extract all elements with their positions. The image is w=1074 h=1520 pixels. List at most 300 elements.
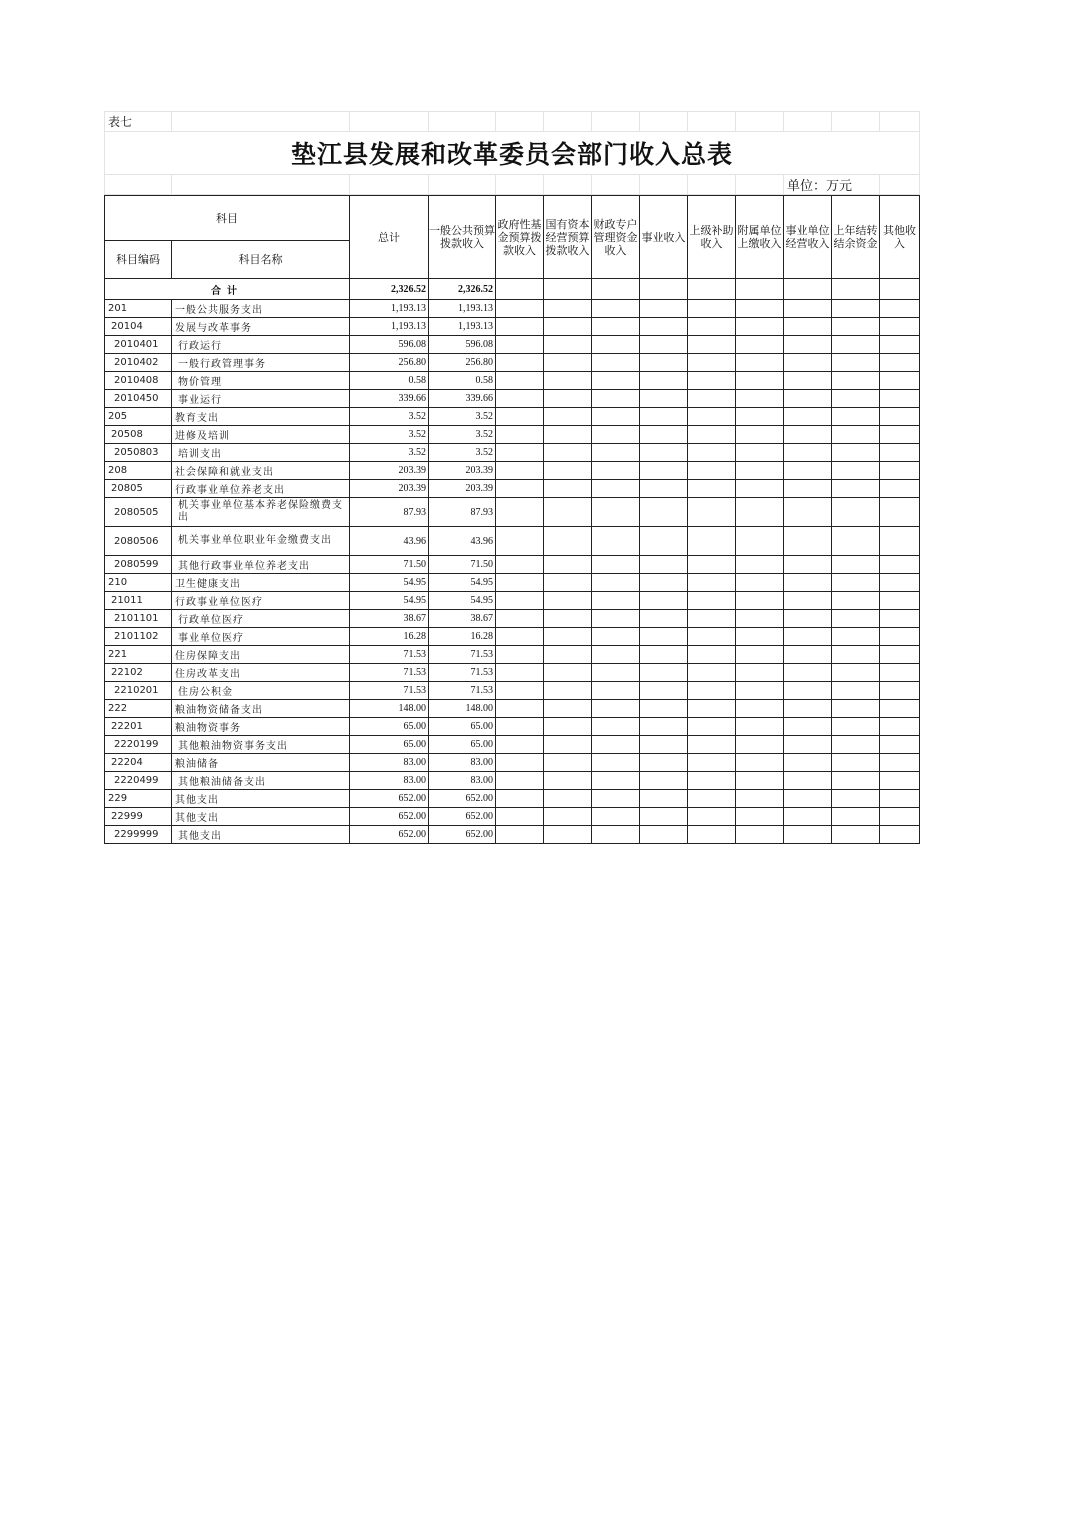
empty-cell xyxy=(592,498,640,527)
total-amount: 71.53 xyxy=(350,646,429,664)
empty-cell xyxy=(736,700,784,718)
table-row xyxy=(105,336,920,354)
empty-cell xyxy=(832,826,880,844)
empty-cell xyxy=(880,664,920,682)
subject-name: 粮油物资储备支出 xyxy=(172,700,350,718)
empty-cell xyxy=(784,808,832,826)
table-row xyxy=(105,574,920,592)
empty-cell xyxy=(880,480,920,498)
empty-cell xyxy=(640,700,688,718)
total-amount: 65.00 xyxy=(350,718,429,736)
empty-cell xyxy=(736,592,784,610)
empty-cell xyxy=(496,700,544,718)
subject-name: 机关事业单位职业年金缴费支出 xyxy=(172,527,350,556)
total-label: 合计 xyxy=(105,279,350,300)
empty-cell xyxy=(736,736,784,754)
empty-cell xyxy=(592,527,640,556)
empty-cell xyxy=(784,736,832,754)
table-row xyxy=(105,426,920,444)
empty-cell xyxy=(832,300,880,318)
empty-cell xyxy=(640,772,688,790)
empty-cell xyxy=(832,808,880,826)
table-row xyxy=(105,718,920,736)
empty-cell xyxy=(544,527,592,556)
empty-cell xyxy=(544,736,592,754)
empty-cell xyxy=(784,462,832,480)
empty-cell xyxy=(544,480,592,498)
subject-name: 住房改革支出 xyxy=(172,664,350,682)
empty-cell xyxy=(688,336,736,354)
empty-cell xyxy=(784,646,832,664)
empty-cell xyxy=(496,754,544,772)
empty-cell xyxy=(880,408,920,426)
total-amount: 71.53 xyxy=(350,664,429,682)
empty-cell xyxy=(592,718,640,736)
subject-name: 进修及培训 xyxy=(172,426,350,444)
general-budget-amount: 16.28 xyxy=(429,628,496,646)
empty-cell xyxy=(736,556,784,574)
total-amount: 1,193.13 xyxy=(350,318,429,336)
empty-cell xyxy=(880,318,920,336)
empty-cell xyxy=(496,372,544,390)
subject-code: 2210201 xyxy=(105,682,172,700)
table-row xyxy=(105,628,920,646)
empty-cell xyxy=(592,462,640,480)
empty-cell xyxy=(544,408,592,426)
empty-cell xyxy=(592,480,640,498)
empty-cell xyxy=(736,826,784,844)
general-budget-amount: 203.39 xyxy=(429,462,496,480)
subject-name: 培训支出 xyxy=(172,444,350,462)
total-amount: 3.52 xyxy=(350,426,429,444)
empty-cell xyxy=(592,610,640,628)
empty-cell xyxy=(640,574,688,592)
empty-cell xyxy=(544,826,592,844)
empty-cell xyxy=(784,390,832,408)
empty-cell xyxy=(544,462,592,480)
table-row xyxy=(105,664,920,682)
total-amount: 54.95 xyxy=(350,592,429,610)
table-row xyxy=(105,300,920,318)
subject-name: 物价管理 xyxy=(172,372,350,390)
empty-cell xyxy=(736,646,784,664)
empty-cell xyxy=(736,610,784,628)
empty-cell xyxy=(736,354,784,372)
table-row xyxy=(105,592,920,610)
subject-code: 21011 xyxy=(105,592,172,610)
empty-cell xyxy=(736,372,784,390)
empty-cell xyxy=(688,444,736,462)
empty-cell xyxy=(736,408,784,426)
general-budget-amount: 83.00 xyxy=(429,754,496,772)
empty-cell xyxy=(544,498,592,527)
empty-cell xyxy=(784,527,832,556)
empty-cell xyxy=(880,390,920,408)
table-row xyxy=(105,790,920,808)
subject-code: 20104 xyxy=(105,318,172,336)
empty-cell xyxy=(688,808,736,826)
empty-cell xyxy=(496,826,544,844)
empty-cell xyxy=(496,574,544,592)
empty-cell xyxy=(640,462,688,480)
empty-cell xyxy=(784,300,832,318)
general-budget-amount: 1,193.13 xyxy=(429,318,496,336)
subject-code: 2220499 xyxy=(105,772,172,790)
empty-cell xyxy=(688,700,736,718)
empty-cell xyxy=(736,390,784,408)
subject-name: 行政运行 xyxy=(172,336,350,354)
empty-cell xyxy=(640,480,688,498)
subject-name: 其他支出 xyxy=(172,808,350,826)
empty-cell xyxy=(784,592,832,610)
subject-name: 机关事业单位基本养老保险缴费支出 xyxy=(172,498,350,527)
subject-name: 卫生健康支出 xyxy=(172,574,350,592)
empty-cell xyxy=(592,574,640,592)
table-row xyxy=(105,354,920,372)
subject-code: 22999 xyxy=(105,808,172,826)
empty-cell xyxy=(832,354,880,372)
empty-cell xyxy=(784,556,832,574)
empty-cell xyxy=(592,426,640,444)
subject-name: 行政单位医疗 xyxy=(172,610,350,628)
empty-cell xyxy=(736,682,784,700)
empty-cell xyxy=(784,790,832,808)
header-state-capital: 国有资本经营预算拨款收入 xyxy=(544,196,592,279)
empty-cell xyxy=(592,790,640,808)
table-row xyxy=(105,610,920,628)
subject-code: 20508 xyxy=(105,426,172,444)
empty-cell xyxy=(496,718,544,736)
header-superior: 上级补助收入 xyxy=(688,196,736,279)
total-amount: 1,193.13 xyxy=(350,300,429,318)
general-budget-amount: 3.52 xyxy=(429,444,496,462)
page-title: 垫江县发展和改革委员会部门收入总表 xyxy=(105,132,920,175)
total-amount: 43.96 xyxy=(350,527,429,556)
empty-cell xyxy=(832,390,880,408)
empty-cell xyxy=(688,426,736,444)
income-table xyxy=(104,195,920,844)
subject-code: 2080506 xyxy=(105,527,172,556)
empty-cell xyxy=(832,736,880,754)
subject-code: 221 xyxy=(105,646,172,664)
empty-cell xyxy=(736,790,784,808)
empty-cell xyxy=(784,372,832,390)
empty-cell xyxy=(496,592,544,610)
empty-cell xyxy=(544,628,592,646)
empty-cell xyxy=(640,664,688,682)
total-amount: 652.00 xyxy=(350,790,429,808)
empty-cell xyxy=(880,354,920,372)
empty-cell xyxy=(688,480,736,498)
empty-cell xyxy=(880,826,920,844)
empty-cell xyxy=(640,808,688,826)
empty-cell xyxy=(784,628,832,646)
empty-cell xyxy=(688,664,736,682)
empty-cell xyxy=(496,682,544,700)
subject-code: 22204 xyxy=(105,754,172,772)
subject-code: 2010402 xyxy=(105,354,172,372)
empty-cell xyxy=(688,628,736,646)
empty-cell xyxy=(592,646,640,664)
empty-cell xyxy=(688,826,736,844)
header-special: 财政专户管理资金收入 xyxy=(592,196,640,279)
empty-cell xyxy=(880,808,920,826)
empty-cell xyxy=(688,718,736,736)
empty-cell xyxy=(640,718,688,736)
subject-name: 事业运行 xyxy=(172,390,350,408)
empty-cell xyxy=(688,498,736,527)
empty-cell xyxy=(832,700,880,718)
general-budget-amount: 596.08 xyxy=(429,336,496,354)
general-budget-amount: 71.53 xyxy=(429,664,496,682)
empty-cell xyxy=(736,628,784,646)
empty-cell xyxy=(544,354,592,372)
general-budget-amount: 65.00 xyxy=(429,718,496,736)
empty-cell xyxy=(640,790,688,808)
total-amount: 83.00 xyxy=(350,754,429,772)
empty-cell xyxy=(688,736,736,754)
empty-cell xyxy=(496,426,544,444)
subject-code: 2220199 xyxy=(105,736,172,754)
empty-cell xyxy=(736,318,784,336)
empty-cell xyxy=(592,300,640,318)
empty-cell xyxy=(592,592,640,610)
subject-code: 208 xyxy=(105,462,172,480)
table-row xyxy=(105,498,920,527)
empty-cell xyxy=(544,372,592,390)
empty-cell xyxy=(592,808,640,826)
empty-cell xyxy=(592,700,640,718)
general-budget-amount: 3.52 xyxy=(429,426,496,444)
empty-cell xyxy=(736,527,784,556)
empty-cell xyxy=(544,390,592,408)
empty-cell xyxy=(880,610,920,628)
empty-cell xyxy=(496,556,544,574)
empty-cell xyxy=(496,772,544,790)
empty-cell xyxy=(880,772,920,790)
empty-cell xyxy=(640,646,688,664)
subject-code: 201 xyxy=(105,300,172,318)
table-row xyxy=(105,556,920,574)
general-budget-amount: 0.58 xyxy=(429,372,496,390)
empty-cell xyxy=(592,826,640,844)
empty-cell xyxy=(688,318,736,336)
empty-cell xyxy=(688,574,736,592)
total-amount: 54.95 xyxy=(350,574,429,592)
empty-cell xyxy=(880,444,920,462)
header-total: 总计 xyxy=(350,196,429,279)
header-name: 科目名称 xyxy=(172,241,350,279)
empty-cell xyxy=(640,408,688,426)
general-budget-amount: 83.00 xyxy=(429,772,496,790)
empty-cell xyxy=(496,462,544,480)
subject-name: 住房公积金 xyxy=(172,682,350,700)
empty-cell xyxy=(640,736,688,754)
total-total: 2,326.52 xyxy=(350,279,429,300)
header-other: 其他收入 xyxy=(880,196,920,279)
empty-cell xyxy=(544,444,592,462)
total-row xyxy=(105,279,920,300)
empty-cell xyxy=(784,574,832,592)
empty-cell xyxy=(544,700,592,718)
empty-cell xyxy=(592,372,640,390)
empty-cell xyxy=(688,610,736,628)
empty-cell xyxy=(832,444,880,462)
empty-cell xyxy=(496,527,544,556)
header-subject: 科目 xyxy=(105,196,350,241)
empty-cell xyxy=(592,772,640,790)
table-row xyxy=(105,390,920,408)
sheet-header-grid xyxy=(104,111,920,195)
total-amount: 65.00 xyxy=(350,736,429,754)
income-summary-sheet xyxy=(104,111,919,844)
empty-cell xyxy=(880,628,920,646)
subject-code: 2010401 xyxy=(105,336,172,354)
empty-cell xyxy=(544,318,592,336)
empty-cell xyxy=(784,610,832,628)
general-budget-amount: 87.93 xyxy=(429,498,496,527)
empty-cell xyxy=(832,462,880,480)
empty-cell xyxy=(640,300,688,318)
subject-name: 社会保障和就业支出 xyxy=(172,462,350,480)
empty-cell xyxy=(832,718,880,736)
empty-cell xyxy=(880,754,920,772)
general-budget-amount: 65.00 xyxy=(429,736,496,754)
empty-cell xyxy=(832,628,880,646)
total-amount: 203.39 xyxy=(350,480,429,498)
empty-cell xyxy=(496,498,544,527)
empty-cell xyxy=(832,754,880,772)
empty-cell xyxy=(496,736,544,754)
empty-cell xyxy=(496,790,544,808)
empty-cell xyxy=(496,444,544,462)
empty-cell xyxy=(688,790,736,808)
total-amount: 3.52 xyxy=(350,408,429,426)
empty-cell xyxy=(832,556,880,574)
empty-cell xyxy=(544,592,592,610)
empty-cell xyxy=(640,628,688,646)
empty-cell xyxy=(688,354,736,372)
empty-cell xyxy=(640,426,688,444)
empty-cell xyxy=(880,736,920,754)
empty-cell xyxy=(592,682,640,700)
empty-cell xyxy=(640,336,688,354)
empty-cell xyxy=(544,556,592,574)
empty-cell xyxy=(688,300,736,318)
empty-cell xyxy=(592,754,640,772)
empty-cell xyxy=(592,664,640,682)
general-budget-amount: 652.00 xyxy=(429,790,496,808)
empty-cell xyxy=(688,390,736,408)
table-row xyxy=(105,408,920,426)
empty-cell xyxy=(640,682,688,700)
subject-name: 粮油物资事务 xyxy=(172,718,350,736)
subject-name: 行政事业单位医疗 xyxy=(172,592,350,610)
empty-cell xyxy=(880,372,920,390)
subject-code: 22201 xyxy=(105,718,172,736)
empty-cell xyxy=(592,444,640,462)
empty-cell xyxy=(832,682,880,700)
empty-cell xyxy=(880,527,920,556)
empty-cell xyxy=(640,390,688,408)
empty-cell xyxy=(640,754,688,772)
empty-cell xyxy=(880,556,920,574)
empty-cell xyxy=(496,664,544,682)
table-row xyxy=(105,700,920,718)
empty-cell xyxy=(592,736,640,754)
general-budget-amount: 1,193.13 xyxy=(429,300,496,318)
empty-cell xyxy=(736,718,784,736)
empty-cell xyxy=(640,498,688,527)
empty-cell xyxy=(592,336,640,354)
empty-cell xyxy=(784,664,832,682)
general-budget-amount: 148.00 xyxy=(429,700,496,718)
empty-cell xyxy=(784,754,832,772)
table-row xyxy=(105,808,920,826)
empty-cell xyxy=(496,354,544,372)
empty-cell xyxy=(544,790,592,808)
empty-cell xyxy=(880,790,920,808)
empty-cell xyxy=(640,826,688,844)
empty-cell xyxy=(544,754,592,772)
empty-cell xyxy=(784,408,832,426)
general-budget-amount: 71.50 xyxy=(429,556,496,574)
total-amount: 203.39 xyxy=(350,462,429,480)
empty-cell xyxy=(784,772,832,790)
empty-cell xyxy=(592,628,640,646)
general-budget-amount: 3.52 xyxy=(429,408,496,426)
table-row xyxy=(105,527,920,556)
empty-cell xyxy=(832,408,880,426)
general-budget-amount: 38.67 xyxy=(429,610,496,628)
table-row xyxy=(105,736,920,754)
empty-cell xyxy=(688,682,736,700)
empty-cell xyxy=(784,318,832,336)
subject-code: 2299999 xyxy=(105,826,172,844)
header-business: 事业收入 xyxy=(640,196,688,279)
subject-code: 222 xyxy=(105,700,172,718)
empty-cell xyxy=(736,462,784,480)
empty-cell xyxy=(784,700,832,718)
total-general: 2,326.52 xyxy=(429,279,496,300)
empty-cell xyxy=(784,426,832,444)
empty-cell xyxy=(784,718,832,736)
total-amount: 339.66 xyxy=(350,390,429,408)
empty-cell xyxy=(592,318,640,336)
header-gov-fund: 政府性基金预算拨款收入 xyxy=(496,196,544,279)
empty-cell xyxy=(688,462,736,480)
empty-cell xyxy=(496,300,544,318)
empty-cell xyxy=(544,718,592,736)
table-tag: 表七 xyxy=(105,112,172,132)
empty-cell xyxy=(640,318,688,336)
header-code: 科目编码 xyxy=(105,241,172,279)
empty-cell xyxy=(784,826,832,844)
empty-cell xyxy=(640,610,688,628)
general-budget-amount: 203.39 xyxy=(429,480,496,498)
empty-cell xyxy=(544,426,592,444)
empty-cell xyxy=(736,426,784,444)
empty-cell xyxy=(784,480,832,498)
total-amount: 3.52 xyxy=(350,444,429,462)
empty-cell xyxy=(544,772,592,790)
table-row xyxy=(105,754,920,772)
empty-cell xyxy=(544,808,592,826)
empty-cell xyxy=(688,408,736,426)
empty-cell xyxy=(832,527,880,556)
empty-cell xyxy=(496,390,544,408)
empty-cell xyxy=(544,336,592,354)
